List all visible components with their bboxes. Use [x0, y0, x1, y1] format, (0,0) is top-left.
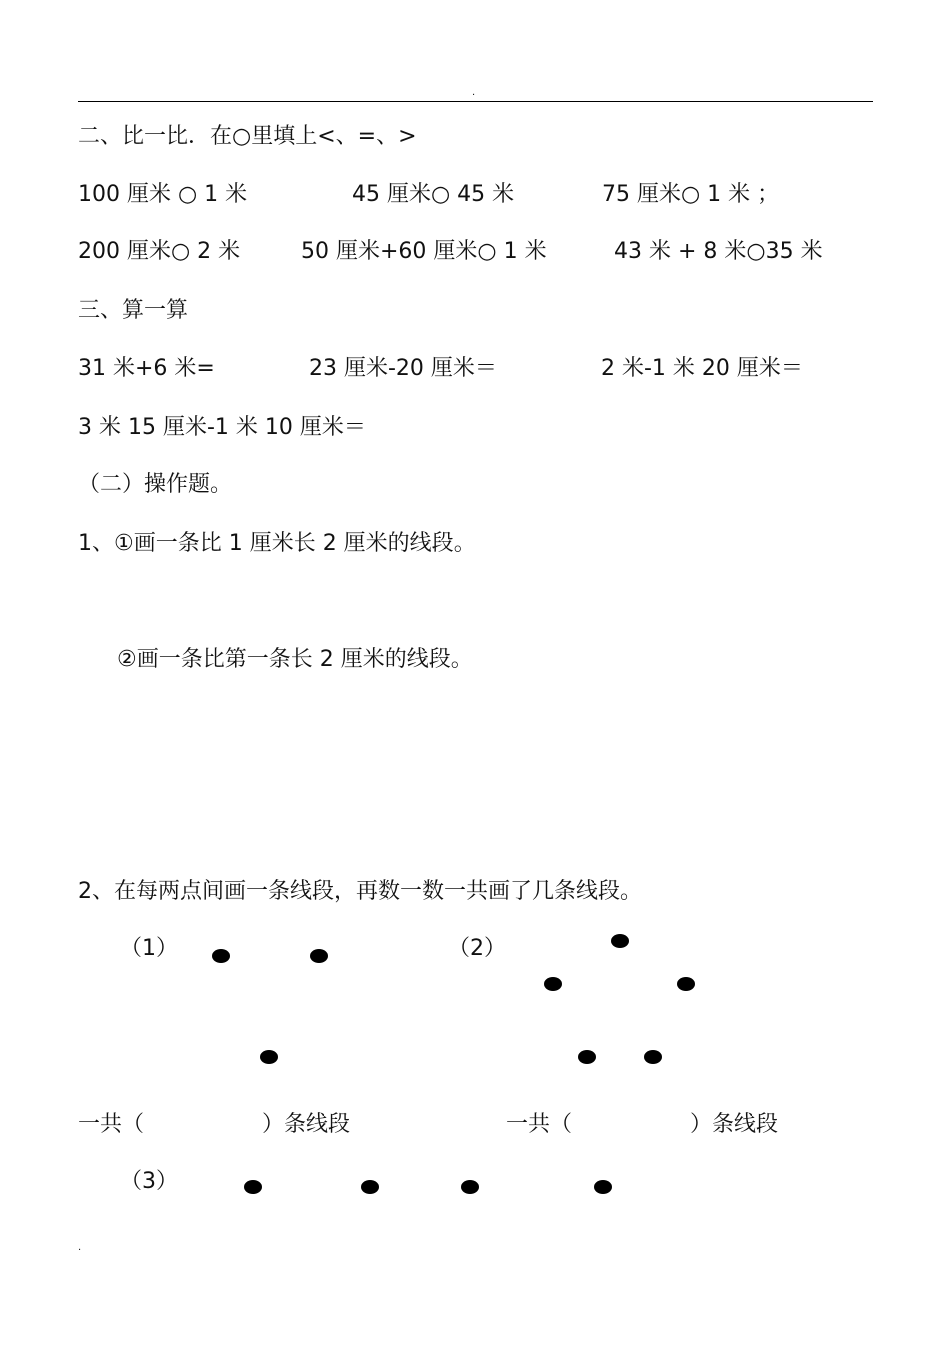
operations-title: （二）操作题。 — [78, 472, 233, 497]
calc-item: 2 米-1 米 20 厘米＝ — [601, 356, 803, 381]
compare-item: 50 厘米+60 厘米○ 1 米 — [301, 239, 547, 264]
point — [611, 934, 629, 948]
total-prefix: 一共（ — [78, 1112, 145, 1137]
point — [461, 1180, 479, 1194]
point — [594, 1180, 612, 1194]
compare-item: 45 厘米○ 45 米 — [352, 182, 515, 207]
calc-item: 3 米 15 厘米-1 米 10 厘米＝ — [78, 415, 366, 440]
calc-item: 31 米+6 米= — [78, 356, 215, 381]
compare-item: 100 厘米 ○ 1 米 — [78, 182, 248, 207]
group-1-label: （1） — [120, 936, 178, 961]
section3-title: 三、算一算 — [78, 298, 189, 323]
group-2-label: （2） — [448, 936, 506, 961]
compare-item: 43 米 + 8 米○35 米 — [614, 239, 823, 264]
footer-dot: . — [78, 1242, 82, 1253]
total-suffix: ）条线段 — [262, 1112, 351, 1137]
group-3-label: （3） — [120, 1169, 178, 1194]
point — [578, 1050, 596, 1064]
point — [677, 977, 695, 991]
header-dot: . — [472, 87, 476, 98]
calc-item: 23 厘米-20 厘米＝ — [309, 356, 497, 381]
point — [644, 1050, 662, 1064]
point — [544, 977, 562, 991]
section2-title: 二、比一比．在○里填上<、=、> — [78, 124, 417, 149]
header-rule — [78, 101, 873, 102]
point — [260, 1050, 278, 1064]
compare-item: 75 厘米○ 1 米 ； — [602, 182, 780, 207]
question-1b: ②画一条比第一条长 2 厘米的线段。 — [117, 647, 473, 672]
total-suffix: ）条线段 — [690, 1112, 779, 1137]
point — [212, 949, 230, 963]
question-1a: 1、①画一条比 1 厘米长 2 厘米的线段。 — [78, 531, 476, 556]
question-2: 2、在每两点间画一条线段，再数一数一共画了几条线段。 — [78, 879, 642, 904]
point — [244, 1180, 262, 1194]
compare-item: 200 厘米○ 2 米 — [78, 239, 241, 264]
point — [361, 1180, 379, 1194]
point — [310, 949, 328, 963]
total-prefix: 一共（ — [506, 1112, 573, 1137]
